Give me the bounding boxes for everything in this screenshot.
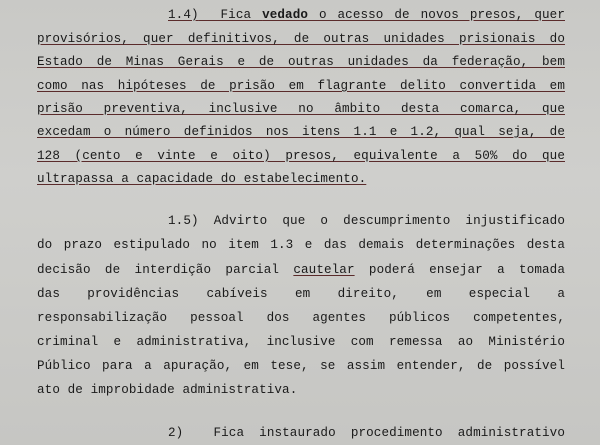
section-1-4-line-5: prisão preventiva, inclusive no âmbito desta comarca, que xyxy=(37,102,565,116)
section-1-5-line-6: criminal e administrativa, inclusive com remessa ao Ministério xyxy=(37,335,565,349)
section-1-4-line-4: como nas hipóteses de prisão em flagrante delito convertida em xyxy=(37,79,565,93)
section-1-5-line-7: Público para a apuração, em tese, se assim entender, de possível xyxy=(37,359,565,373)
section-1-5-line-5: responsabilização pessoal dos agentes públicos competentes, xyxy=(37,311,565,325)
section-1-4-line-7: 128 (cento e vinte e oito) presos, equivalente a 50% do que xyxy=(37,149,565,163)
section-2-line-1: 2) Fica instaurado procedimento administrativo xyxy=(168,426,565,440)
section-1-4-line-1: 1.4) Fica vedado o acesso de novos presos, quer xyxy=(168,8,565,22)
section-1-5-number: 1.5) xyxy=(168,214,199,228)
section-1-5-line-1: 1.5) Advirto que o descumprimento injustificado xyxy=(168,214,565,228)
underlined-word-cautelar: cautelar xyxy=(293,263,355,277)
section-1-5-line-4: das providências cabíveis em direito, em especial a xyxy=(37,287,565,301)
section-1-5-line-3: decisão de interdição parcial cautelar poderá ensejar a tomada xyxy=(37,263,565,277)
section-1-5-line-8: ato de improbidade administrativa. xyxy=(37,383,298,397)
section-1-4-line-8: ultrapassa a capacidade do estabelecimento. xyxy=(37,172,367,186)
section-1-4-line-6: excedam o número definidos nos itens 1.1 e 1.2, qual seja, de xyxy=(37,125,565,139)
section-2-number: 2) xyxy=(168,426,184,440)
section-1-5-line-2: do prazo estipulado no item 1.3 e das demais determinações desta xyxy=(37,238,565,252)
section-1-4-line-3: Estado de Minas Gerais e de outras unidades da federação, bem xyxy=(37,55,565,69)
section-1-4-line-2: provisórios, quer definitivos, de outras unidades prisionais do xyxy=(37,32,565,46)
section-1-4-number: 1.4) xyxy=(168,8,199,22)
bold-word-vedado: vedado xyxy=(262,8,309,22)
